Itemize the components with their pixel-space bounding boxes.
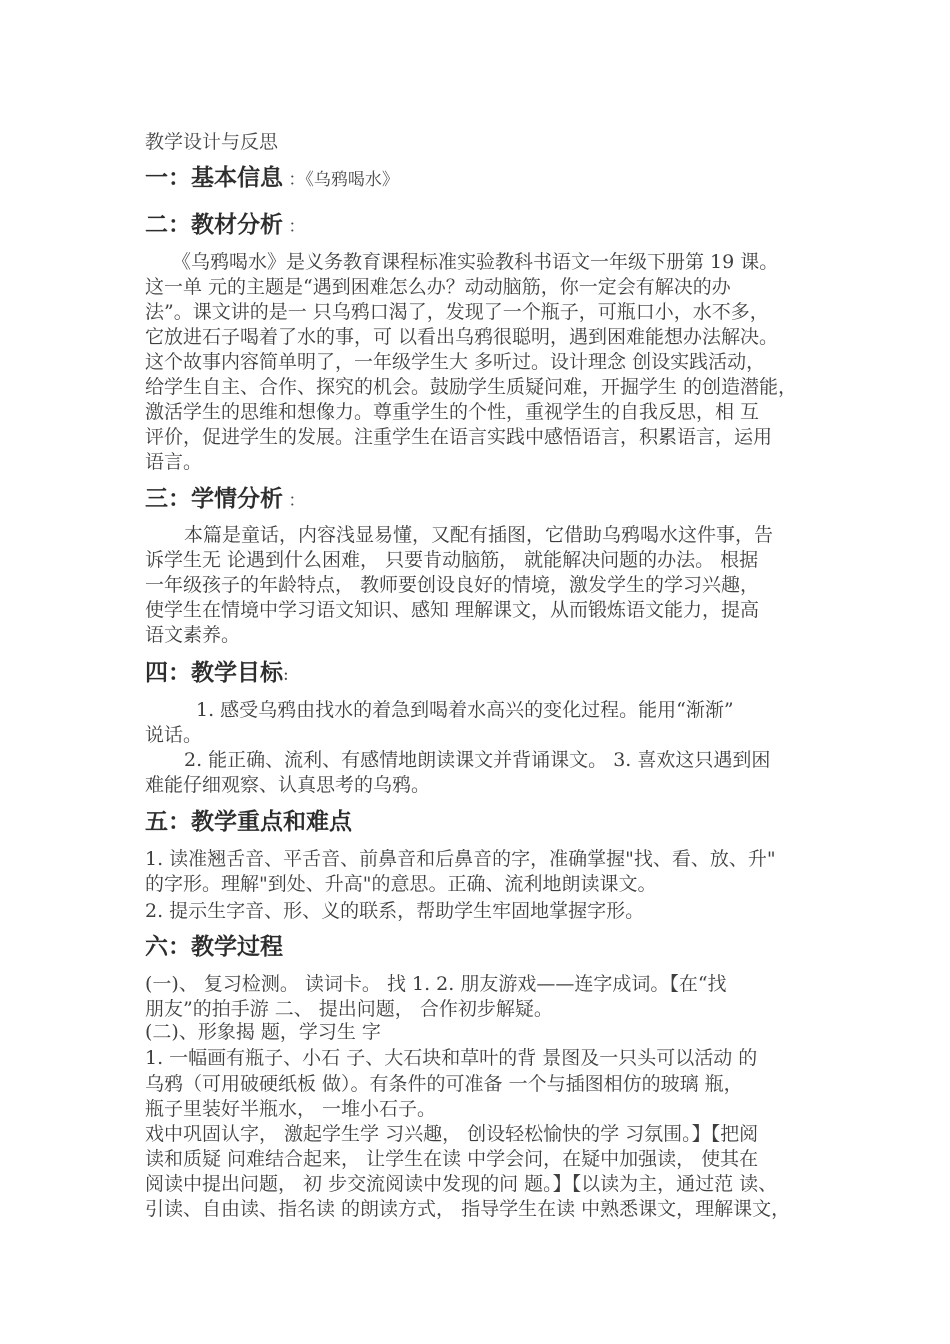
paragraph-line: (一)、 复习检测。 读词卡。 找 1. 2. 朋友游戏——连字成词。【在“找 [145,973,727,995]
paragraph-line: 说话。 [145,724,203,746]
heading-text: 二：教材分析 [145,211,283,238]
paragraph-line: 本篇是童话，内容浅显易懂，又配有插图，它借助乌鸦喝水这件事，告 [184,524,774,546]
section-heading-teaching-process [145,932,283,962]
paragraph-line: 1. 感受乌鸦由找水的着急到喝着水高兴的变化过程。能用“渐渐” [196,699,734,721]
section-heading-key-points [145,807,352,837]
heading-text: 六：教学过程 [145,933,283,960]
heading-suffix: ： [283,217,306,237]
paragraph-line: 它放进石子喝着了水的事，可 以看出乌鸦很聪明，遇到困难能想办法解决。 [145,326,779,348]
heading-suffix: : [283,665,289,685]
paragraph-line: 激活学生的思维和想像力。尊重学生的个性，重视学生的自我反思，相 互 [145,401,760,423]
paragraph-line: 1. 读准翘舌音、平舌音、前鼻音和后鼻音的字，准确掌握"找、看、放、升" [145,848,776,870]
paragraph-line: 2. 能正确、流利、有感情地朗读课文并背诵课文。 3. 喜欢这只遇到困 [184,749,771,771]
heading-text: 四：教学目标 [145,659,283,686]
section-heading-material-analysis [145,210,305,242]
section-heading-teaching-goals [145,658,289,690]
paragraph-line: 读和质疑 问难结合起来， 让学生在读 中学会问，在疑中加强读， 使其在 [145,1148,759,1170]
paragraph-line: 朋友”的拍手游 二、 提出问题， 合作初步解疑。 [145,998,553,1020]
document-title: 教学设计与反思 [145,131,279,153]
paragraph-line: (二)、形象揭 题，学习生 字 [145,1021,381,1043]
paragraph-line: 语文素养。 [145,624,241,646]
paragraph-line: 瓶子里装好半瓶水， 一堆小石子。 [145,1098,437,1120]
section-heading-learner-analysis [145,484,305,516]
paragraph-line: 阅读中提出问题， 初 步交流阅读中发现的问 题。】【以读为主，通过范 读、 [145,1173,778,1195]
heading-text: 一：基本信息 [145,164,283,191]
paragraph-line: 的字形。理解"到处、升高"的意思。正确、流利地朗读课文。 [145,873,657,895]
heading-suffix: ： [283,491,306,511]
paragraph-line: 这个故事内容简单明了，一年级学生大 多听过。设计理念 创设实践活动， [145,351,766,373]
paragraph-line: 1. 一幅画有瓶子、小石 子、大石块和草叶的背 景图及一只头可以活动 的 [145,1047,758,1069]
paragraph-line: 法”。课文讲的是一 只乌鸦口渴了，发现了一个瓶子，可瓶口小，水不多， [145,301,769,323]
heading-suffix: ：《乌鸦喝水》 [283,170,399,190]
heading-text: 三：学情分析 [145,485,283,512]
paragraph-line: 诉学生无 论遇到什么困难， 只要肯动脑筋， 就能解决问题的办法。 根据 [145,549,759,571]
paragraph-line: 评价，促进学生的发展。注重学生在语言实践中感悟语言，积累语言，运用 [145,426,773,448]
paragraph-line: 难能仔细观察、认真思考的乌鸦。 [145,774,431,796]
paragraph-line: 乌鸦（可用破硬纸板 做）。有条件的可准备 一个与插图相仿的玻璃 瓶， [145,1073,743,1095]
paragraph-line: 一年级孩子的年龄特点， 教师要创设良好的情境，激发学生的学习兴趣， [145,574,760,596]
paragraph-line: 使学生在情境中学习语文知识、感知 理解课文，从而锻炼语文能力，提高 [145,599,760,621]
section-heading-basic-info [145,163,399,195]
paragraph-line: 2. 提示生字音、形、义的联系，帮助学生牢固地掌握字形。 [145,900,645,922]
heading-text: 五：教学重点和难点 [145,808,352,835]
paragraph-line: 给学生自主、合作、探究的机会。鼓励学生质疑问难，开掘学生 的创造潜能， [145,376,798,398]
paragraph-line: 《乌鸦喝水》是义务教育课程标准实验教科书语文一年级下册第 19 课。 [172,251,779,273]
paragraph-line: 引读、自由读、指名读 的朗读方式， 指导学生在读 中熟悉课文，理解课文， [145,1198,791,1220]
paragraph-line: 戏中巩固认字， 激起学生学 习兴趣， 创设轻松愉快的学 习氛围。】【把阅 [145,1123,759,1145]
paragraph-line: 语言。 [145,451,203,473]
paragraph-line: 这一单 元的主题是“遇到困难怎么办？动动脑筋，你一定会有解决的办 [145,276,731,298]
